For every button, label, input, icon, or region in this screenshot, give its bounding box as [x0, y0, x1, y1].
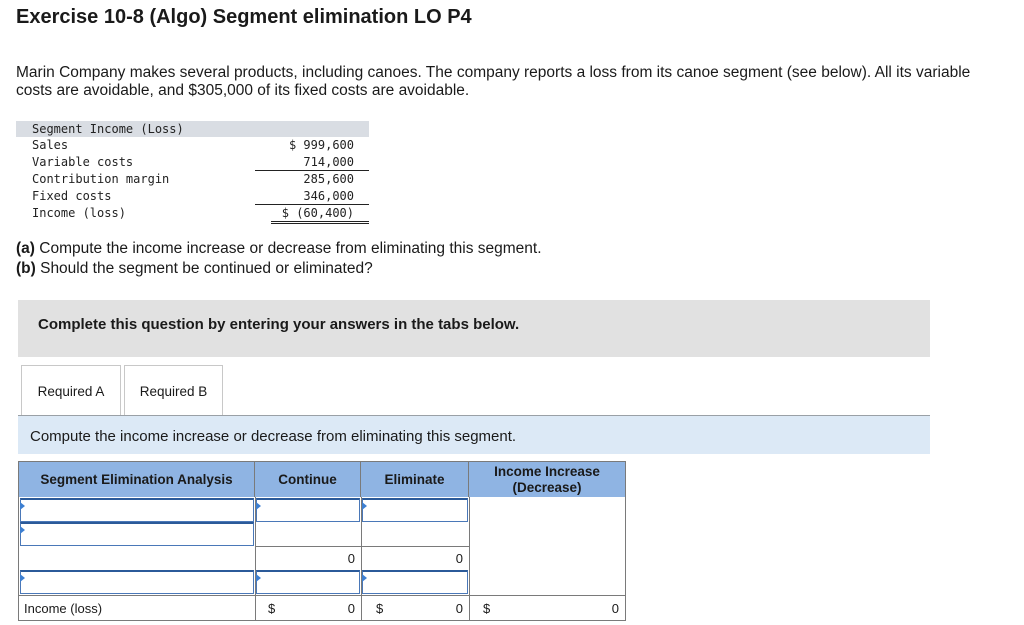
income-row-sales — [16, 137, 369, 154]
tab-prompt-text: Compute the income increase or decrease from eliminating this segment. — [30, 428, 517, 445]
row-1-label-input[interactable] — [20, 498, 254, 522]
segment-elimination-table — [18, 461, 626, 621]
income-row-label: Variable costs — [32, 155, 134, 169]
question-b — [16, 259, 542, 279]
segment-income-table — [16, 121, 369, 222]
income-row-contribution-margin — [16, 171, 369, 188]
tab-required-a[interactable]: Required A — [21, 365, 121, 416]
question-a-text: Compute the income increase or decrease from eliminating this segment. — [34, 240, 542, 257]
total-change-currency: $ — [483, 601, 491, 616]
column-header-eliminate: Eliminate — [361, 462, 469, 497]
column-divider — [469, 497, 470, 620]
question-b-text: Should the segment be continued or eliminated? — [35, 259, 373, 277]
question-a-tag: (a) — [16, 240, 35, 257]
row-1-eliminate-input[interactable] — [362, 498, 468, 522]
total-row-label: Income (loss) — [24, 601, 103, 616]
column-header-income-change — [469, 462, 625, 497]
income-row-income-loss — [16, 205, 369, 222]
income-row-amount: 714,000 — [303, 155, 354, 169]
income-row-label: Fixed costs — [32, 189, 112, 203]
income-row-amount: $ (60,400) — [281, 206, 354, 220]
total-double-rule — [271, 221, 369, 224]
column-header-income-change-line2: (Decrease) — [512, 479, 582, 495]
segment-income-header: Segment Income (Loss) — [16, 121, 369, 137]
income-row-amount: 346,000 — [303, 189, 354, 203]
income-row-amount: $ 999,600 — [288, 138, 354, 152]
column-header-income-change-line1: Income Increase — [494, 463, 600, 479]
question-a — [16, 239, 542, 259]
total-continue-currency: $ — [268, 601, 276, 616]
total-eliminate-currency: $ — [376, 601, 384, 616]
row-3-eliminate-input[interactable] — [362, 570, 468, 594]
row-3-label-input[interactable] — [20, 570, 254, 594]
income-row-label: Sales — [32, 138, 69, 152]
row-2-label-input[interactable] — [20, 522, 254, 546]
row-3-continue-input[interactable] — [256, 570, 360, 594]
row-1-continue-input[interactable] — [256, 498, 360, 522]
problem-intro: Marin Company makes several products, including canoes. The company reports a loss from its canoe segment (see below). All its variable costs are avoidable, and $305,000 of its fixed costs are avoidable. — [16, 64, 971, 99]
column-header-analysis: Segment Elimination Analysis — [19, 462, 255, 497]
row-2-eliminate-value: 0 — [455, 551, 463, 566]
row-2-continue-value: 0 — [347, 551, 355, 566]
question-b-tag: (b) — [16, 259, 36, 277]
page-title: Exercise 10-8 (Algo) Segment elimination LO P4 — [16, 6, 472, 28]
income-row-label: Income (loss) — [32, 206, 126, 220]
total-row-rule — [19, 595, 625, 596]
income-row-variable-costs — [16, 154, 369, 171]
income-row-label: Contribution margin — [32, 172, 170, 186]
instructions-banner — [18, 300, 930, 357]
row-separator — [255, 546, 469, 547]
questions-block — [16, 239, 542, 278]
instructions-text: Complete this question by entering your answers in the tabs below. — [38, 316, 520, 333]
column-header-continue: Continue — [255, 462, 361, 497]
total-continue-value: 0 — [347, 601, 355, 616]
tab-prompt-bar — [18, 416, 930, 454]
tab-required-b[interactable]: Required B — [124, 365, 223, 416]
total-change-value: 0 — [611, 601, 619, 616]
income-row-fixed-costs — [16, 188, 369, 205]
income-row-amount: 285,600 — [303, 172, 354, 186]
total-eliminate-value: 0 — [455, 601, 463, 616]
